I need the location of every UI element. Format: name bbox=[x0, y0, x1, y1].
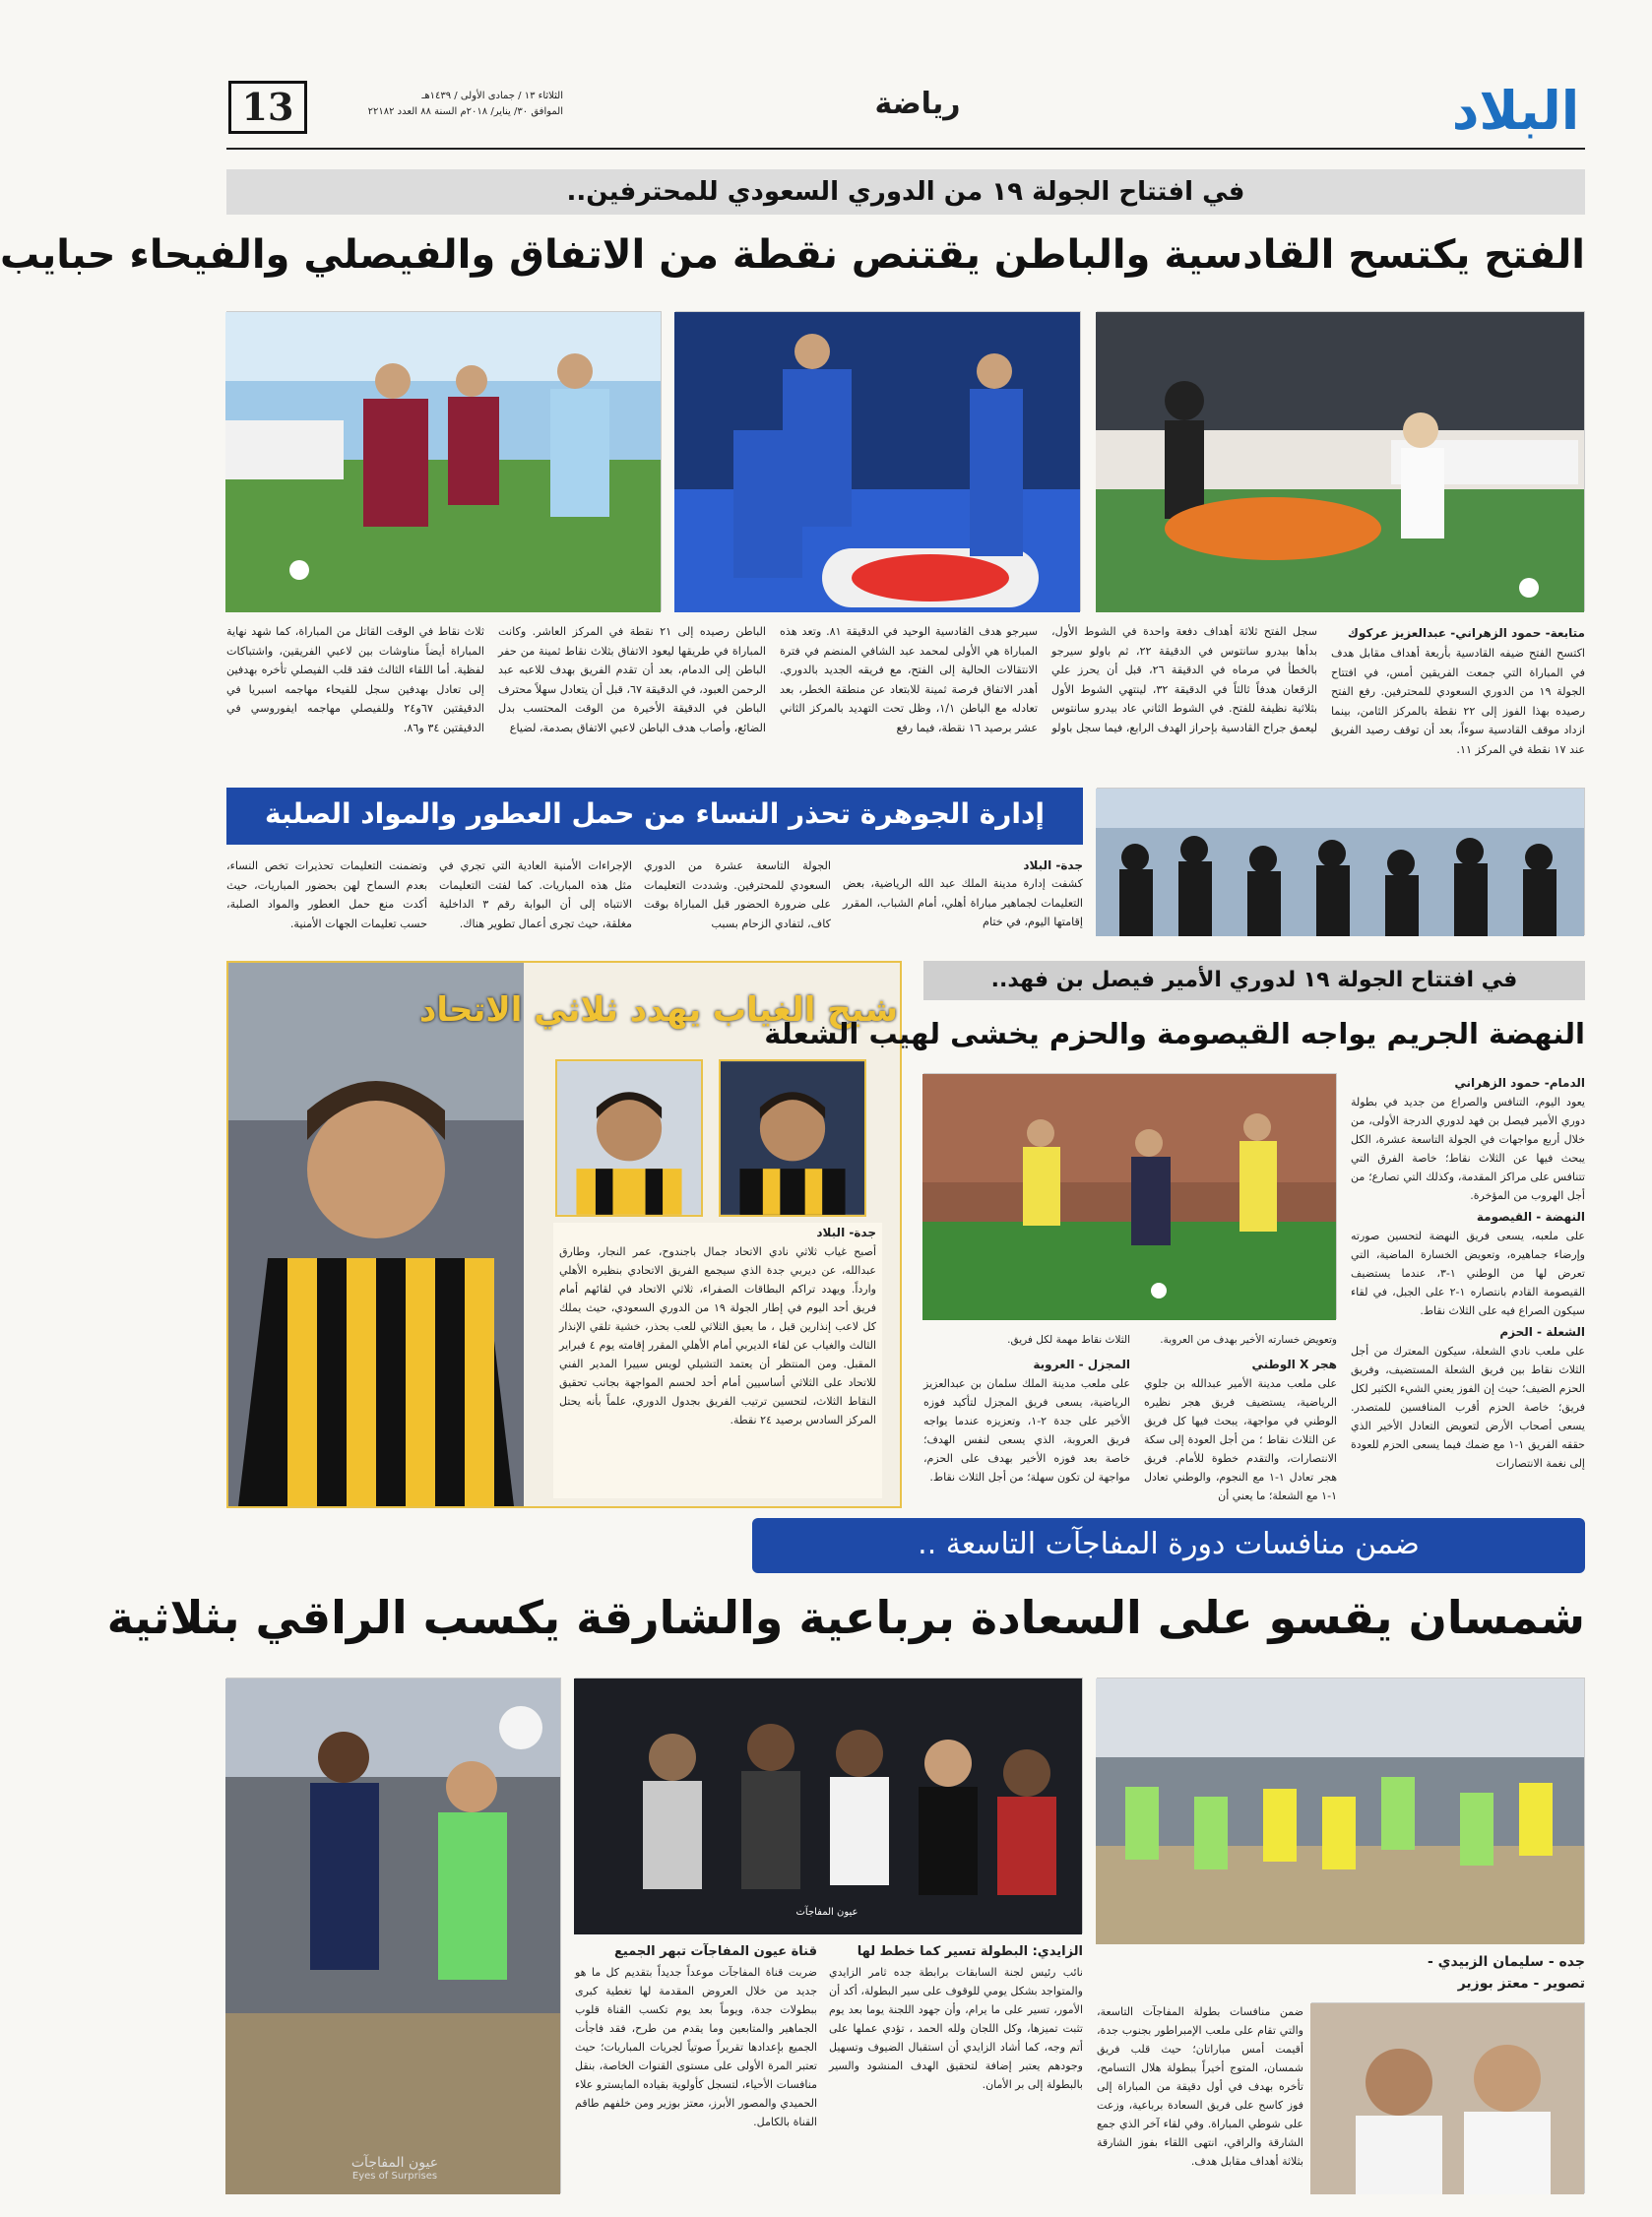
story1-column-4: الباطن رصيده إلى ٢١ نقطة في المركز العاشر. وكانت المباراة في طريقها ليعود الاتفاق بثلاث نقاط ثمينة من حفر الباطن إلى الدمام، بعد أن تقدم الفريق بهدف للاعبه عبد الرحمن العبود، في الدقيقة ٦٧، قبل أن يتعادل سهلاً محترف الباطن في الدقيقة الأخيرة من الوقت المحتسب بدل الضائع، وأصاب هدف الباطن لاعبي الاتفاق بصدمة، لضياع bbox=[498, 625, 767, 734]
photo-icon bbox=[1096, 789, 1584, 936]
story2-column-3: الإجراءات الأمنية العادية التي تجري في مثل هذه المباريات. كما لفتت التعليمات الانتباه إلى أن البوابة رقم ٣ الداخلية مغلقة، حيث تجرى أعمال تطوير هناك. bbox=[439, 859, 632, 930]
story2-column-1-text: كشفت إدارة مدينة الملك عبد الله الرياضية، بعض التعليمات لجماهير مباراة أهلي، أمام الشباب، المقرر إقامتها اليوم، في ختام bbox=[843, 877, 1083, 928]
story4-section-2-body: على ملعب نادي الشعلة، سيكون المعترك من أجل الثلاث نقاط بين فريق الشعلة المستضيف، وفريق الحزم الضيف؛ حيث إن الفوز يعني الشيء الكثير لكل فريق؛ خاصة الحزم أقرب المنافسين للمتصدر. يسعى أصحاب الأرض لتعويض التعادل الأخير الذي حققه الفريق ١-١ مع ضمك فيما يسعى الحزم للعودة إلى نغمة الانتصارات bbox=[1351, 1345, 1585, 1470]
photo-icon bbox=[1310, 2003, 1584, 2194]
date-hijri: الثلاثاء ١٣ / جمادى الأولى / ١٤٣٩هـ bbox=[421, 91, 563, 101]
story5-sub-2: الزايدي: البطولة تسير كما خطط لها bbox=[857, 1944, 1083, 1959]
story5-kicker: ضمن منافسات دورة المفاجآت التاسعة .. bbox=[752, 1518, 1585, 1573]
story4-headline: النهضة الجريم يواجه القيصومة والحزم يخشى لهيب الشعلة bbox=[764, 1017, 1585, 1050]
story1-headline: الفتح يكتسح القادسية والباطن يقتنص نقطة من الاتفاق والفيصلي والفيحاء حبايب bbox=[0, 232, 1585, 278]
story1-kicker: في افتتاح الجولة ١٩ من الدوري السعودي للمحترفين.. bbox=[226, 169, 1585, 215]
story1-column-2: سجل الفتح ثلاثة أهداف دفعة واحدة في الشوط الأول، بدأها بيدرو سانتوس في الدقيقة ٢٢، ثم باولو سيرجو بالخطأ في مرماه في الدقيقة ٢٦، قبل أن يحرز علي الزقعان هدفاً ثالثاً في الدقيقة ٣٢، لينتهي الشوط الأول بثلاثية نظيفة للفتح. في الشوط الثاني عاد بيدرو سانتوس ليعمق جراح القادسية بإحراز الهدف الرابع، فيما سجل باولو bbox=[1051, 625, 1317, 734]
story5-headline: شمسان يقسو على السعادة برباعية والشارقة يكسب الراقي بثلاثية bbox=[106, 1591, 1585, 1644]
page-number: 13 bbox=[228, 81, 307, 134]
story1-byline: متابعة- حمود الزهراني- عبدالعزيز عركوك bbox=[1347, 626, 1585, 640]
story2-column-4: وتضمنت التعليمات تحذيرات تخص النساء، بعدم السماح لهن بحضور المباريات، حيث أكدت منع حمل العطور والمواد الصلبة، حسب تعليمات الجهات الأمنية. bbox=[226, 859, 427, 930]
story2-headline: إدارة الجوهرة تحذر النساء من حمل العطور والمواد الصلبة bbox=[226, 788, 1083, 845]
story4-section-4-title: المجزل - العروبة bbox=[1033, 1358, 1130, 1371]
story5-photo-middle bbox=[575, 1678, 1083, 1933]
story3-portrait-1 bbox=[555, 1059, 703, 1217]
story1-column-1-text: اكتسح الفتح ضيفه القادسية بأربعة أهداف مقابل هدف في المباراة التي جمعت الفريقين أمس، في افتتاح الجولة ١٩ من الدوري السعودي للمحترفين. رفع الفتح رصيده بهذا الفوز إلى ٢٢ نقطة بالمركز الثامن، بينما ازداد موقف القادسية سوءاً، بعد أن توقف رصيد الفريق عند ١٧ نقطة في المركز ١١. bbox=[1331, 647, 1585, 756]
story1-column-3: سيرجو هدف القادسية الوحيد في الدقيقة ٨١. وتعد هذه المباراة هي الأولى لمحمد عبد الشافي المنضم في فترة الانتقالات الحالية إلى الفتح، مع فريقه الجديد بالدوري. أهدر الاتفاق فرصة ثمينة للابتعاد عن منطقة الخطر، بعد تعادله مع الباطن ١/١، وظل تحت التهديد بالمركز الثاني عشر برصيد ١٦ نقطة، فيما رفع bbox=[780, 625, 1038, 734]
story4-section-3-body: على ملعب مدينة الأمير عبدالله بن جلوي الرياضية، يستضيف فريق هجر نظيره الوطني في مواجهة، يبحث فيها كل فريق عن الثلاث نقاط ؛ من أجل العودة إلى سكة الانتصارات، والتقدم خطوة للأمام. فريق هجر تعادل ١-١ مع النجوم، والوطني تعادل ١-١ مع الشعلة؛ ما يعني أن bbox=[1144, 1377, 1337, 1502]
watermark-left-ar: عيون المفاجآت bbox=[350, 2155, 439, 2171]
story5-photo-left bbox=[226, 1678, 561, 2193]
watermark-left bbox=[316, 2155, 474, 2182]
story4-intro: يعود اليوم، التنافس والصراع من جديد في بطولة دوري الأمير فيصل بن فهد لدوري الدرجة الأولى، من خلال أربع مواجهات في الجولة التاسعة عشرة، الكل يبحث فيها عن الثلاث نقاط؛ خاصة الفرق التي تتنافس على مراكز المقدمة، وكذلك التي تصارع؛ من أجل الهروب من المؤخرة. bbox=[1351, 1096, 1585, 1202]
story4-column-right bbox=[1351, 1073, 1585, 1506]
story5-body-3: ضربت قناة المفاجآت موعداً جديداً بتقديم كل ما هو جديد من خلال العروض المقدمة لها تغطية كبرى ببطولات جدة، ويوماً بعد يوم تكسب القناة قلوب الجماهير والمتابعين وما يقدم من طرح، فقد فاجأت الجميع بإعدادها تقريراً صوتياً لجريات المباريات؛ حيث تعتبر المرة الأولى على مستوى القنوات الخاصة، بنقل منافسات الأحياء، لتسجل كأولوية بقياده المايسترو علاء الحميدي والمصور الأبرز، معتز بوزير ومن خلفهم طاقم القناة بالكامل. bbox=[575, 1966, 817, 2128]
story3-headline: شبح الغياب يهدد ثلاثي الاتحاد bbox=[418, 990, 898, 1030]
story1-photo-right bbox=[1097, 311, 1585, 611]
story5-byline-2: تصوير - معتز بوزير bbox=[1457, 1976, 1585, 1992]
photo-icon bbox=[225, 1679, 560, 2194]
photo-icon bbox=[922, 1074, 1336, 1320]
story3-portrait-2 bbox=[719, 1059, 866, 1217]
date-gregorian: الموافق ٣٠/ يناير/ ٢٠١٨م السنة ٨٨ العدد ٢٢١٨٢ bbox=[367, 106, 563, 117]
story4-tail-right: وتعويض خسارته الأخير بهدف من العروبة. bbox=[1160, 1334, 1337, 1346]
photo-icon bbox=[1096, 1679, 1584, 1944]
story5-column-2 bbox=[829, 1941, 1083, 2193]
story2-photo bbox=[1097, 788, 1585, 935]
watermark-left-en: Eyes of Surprises bbox=[351, 2171, 438, 2182]
story3-body-text: أصبح غياب ثلاثي نادي الاتحاد جمال باجندوح، عمر النجار، وطارق عبدالله، عن ديربي جدة الذي سيجمع الفريق الاتحادي بنظيره الأهلي وارداً. ويهدد تراكم البطاقات الصفراء، ثلاثي الاتحاد في لقائهم أمام فريق أحد اليوم في إطار الجولة ١٩ من الدوري السعودي، حيث يملك كل لاعب إنذارين قبل ، ما يعيق الثلاثي للعب بحذر، خشية تلقي الإنذار الثالث والغياب عن لقاء الديربي أمام الأهلي المقرر إقامته يوم ٤ فبراير المقبل. ومن المنتظر أن يعتمد التشيلي لويس سييرا المدير الفني للاتحاد على الثلاثي أساسيين أمام أحد لحسم المواجهة بجانب تحقيق النقاط الثلاث، لتحسين ترتيب الفريق بجدول الدوري، علماً بأنه يحتل المركز السادس برصيد ٢٤ نقطة. bbox=[559, 1245, 876, 1426]
story4-photo bbox=[923, 1073, 1337, 1319]
story2-column-2: الجولة التاسعة عشرة من الدوري السعودي للمحترفين. وشددت التعليمات على ضرورة الحضور قبل المباراة بوقت كاف، لتفادي الزحام بسبب bbox=[644, 859, 831, 930]
dateline bbox=[327, 89, 563, 120]
story4-section-1-title: النهضة - القيصومة bbox=[1476, 1210, 1585, 1224]
story4-section-1-body: على ملعبه، يسعى فريق النهضة لتحسين صورته وإرضاء جماهيره، وتعويض الخسارة الماضية، التي تعرض لها من الوطني ١-٣، عندما يستضيف القيصومة القادم بانتصاره ١-٢ على الجبل، في لقاء سيكون الصراع فيه على الثلاث نقاط. bbox=[1351, 1230, 1585, 1317]
masthead-rule bbox=[226, 148, 1585, 150]
story4-kicker: في افتتاح الجولة ١٩ لدوري الأمير فيصل بن فهد.. bbox=[923, 961, 1585, 1000]
story2-byline: جدة- البلاد bbox=[1023, 858, 1083, 872]
story2-column-1 bbox=[843, 856, 1083, 943]
photo-icon bbox=[674, 312, 1080, 612]
story5-byline-1: جده - سليمان الزبيدي - bbox=[1427, 1954, 1585, 1970]
story4-section-3-title: هجر X الوطني bbox=[1251, 1358, 1337, 1371]
story5-body-2: نائب رئيس لجنة السابقات برابطة جده ثامر الزايدي والمتواجد بشكل يومي للوقوف على سير البطولة، أكد أن الأمور، تسير على ما يرام، وأن جهود اللجنة يوما بعد يوم تثبت تميزها، وكل اللجان ولله الحمد ، تؤدي عملها على أتم وجه، كما أشاد الزايدي أن استقبال الضيوف وتسهيل وجودهم يعتبر إضافة لتحقيق الهدف المنشود والسير بالبطولة إلى بر الأمان. bbox=[829, 1966, 1083, 2091]
photo-icon bbox=[574, 1679, 1082, 1934]
story3-byline: جدة- البلاد bbox=[816, 1226, 876, 1239]
story1-photo-middle bbox=[675, 311, 1081, 611]
story5-portrait-photo bbox=[1311, 2002, 1585, 2193]
story4-column-left bbox=[923, 1355, 1130, 1508]
story1-column-5: ثلاث نقاط في الوقت القاتل من المباراة، كما شهد نهاية المباراة أيضاً مناوشات بين لاعبي الفريقين، واشتباكات لفظية. أما اللقاء الثالث فقد قلب الفيصلي تأخره بهدفين إلى تعادل بهدفين سجل للفيحاء مهاجمه اسبريا في الدقيقتين ٦٧و٢٤ وللفيصلي مهاجمه ايفوروسي في الدقيقتين ٣٤ و٨٦. bbox=[226, 625, 484, 734]
story4-section-4-body: على ملعب مدينة الملك سلمان بن عبدالعزيز الرياضية، يسعى فريق المجزل لتأكيد فوزه الأخير على جدة ٢-١، وتعزيزه عندما يواجه فريق العروبة، الذي يسعى لنفس الهدف؛ خاصة بعد فوزه الأخير بهدف على الحزم، مواجهة لن تكون سهلة؛ من أجل الثلاث نقاط. bbox=[923, 1377, 1130, 1484]
story4-byline: الدمام- حمود الزهراني bbox=[1454, 1076, 1585, 1090]
story5-sub-3: قناة عيون المفاجآت تبهر الجميع bbox=[614, 1944, 817, 1959]
photo-icon bbox=[1096, 312, 1584, 612]
photo-icon bbox=[225, 312, 661, 612]
story3-body bbox=[553, 1223, 882, 1498]
section-title: رياضة bbox=[874, 87, 961, 121]
story4-column-middle bbox=[1144, 1355, 1337, 1508]
story4-section-2-title: الشعلة - الحزم bbox=[1499, 1325, 1585, 1339]
story5-body-1: ضمن منافسات بطولة المفاجآت التاسعة، والتي تقام على ملعب الإمبراطور بجنوب جدة، أقيمت أمس مباراتان؛ حيث قلب فريق شمسان، المتوج أخيراً ببطولة هلال التسامح، تأخره بهدف في أول دقيقة من المباراة إلى فوز كاسح على فريق السعادة برباعية، وزعت على شوطي المباراة. وفي لقاء آخر الذي جمع الشارقة والراقي، انتهى اللقاء بفوز الشارقة بثلاثة أهداف مقابل هدف. bbox=[1097, 2005, 1303, 2168]
newspaper-logo: البلاد bbox=[1451, 80, 1580, 142]
story1-column-1 bbox=[1331, 622, 1585, 799]
story3-player-photo bbox=[228, 963, 524, 1506]
watermark-middle: عيون المفاجآت bbox=[795, 1907, 858, 1918]
story5-column-3 bbox=[575, 1941, 817, 2193]
story5-byline-box bbox=[1311, 1951, 1585, 1996]
story1-photo-left bbox=[226, 311, 662, 611]
story4-tail-left: الثلاث نقاط مهمة لكل فريق. bbox=[1007, 1334, 1130, 1346]
story5-photo-right bbox=[1097, 1678, 1585, 1943]
